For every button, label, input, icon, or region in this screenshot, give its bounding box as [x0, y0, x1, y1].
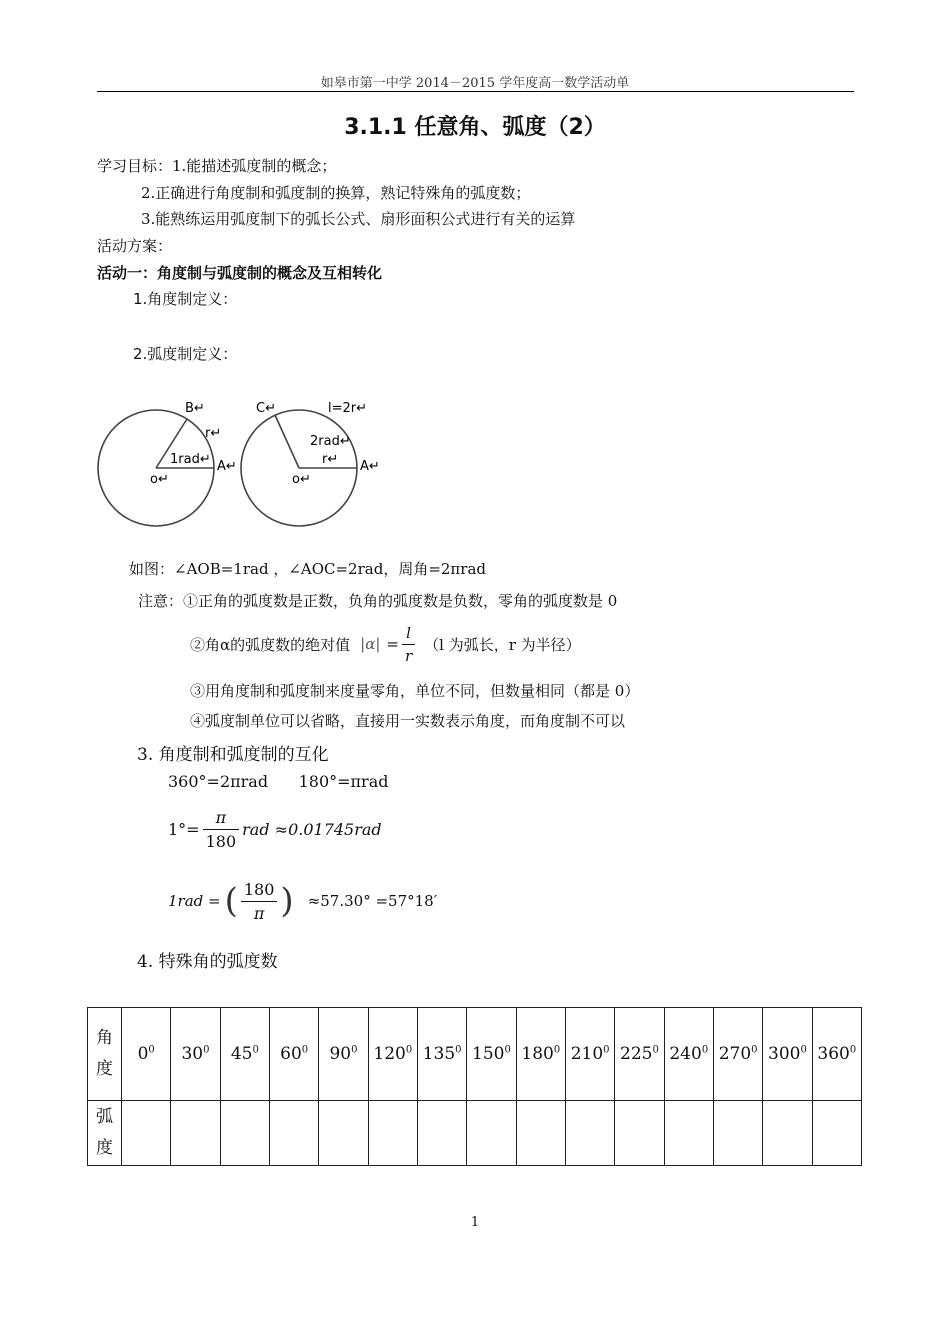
- row-header-radians: 弧度: [88, 1101, 122, 1166]
- activity1-item-1: 1.角度制定义：: [133, 290, 238, 308]
- formula-1-lhs: 1°=: [168, 819, 200, 839]
- radian-cell[interactable]: [664, 1101, 713, 1166]
- note-2-prefix: ②角α的弧度数的绝对值: [190, 635, 351, 654]
- radian-cell[interactable]: [713, 1101, 762, 1166]
- formula-2-fraction: [241, 880, 278, 923]
- degree-mark: 0: [553, 1044, 561, 1056]
- degree-mark: 0: [751, 1044, 758, 1056]
- angle-cell: [615, 1008, 664, 1101]
- angle-cell: [319, 1008, 368, 1101]
- fig2-label-C: C↵: [256, 401, 276, 416]
- degree-mark: 0: [455, 1044, 462, 1056]
- formula-2-num: 180: [241, 880, 278, 902]
- degree-mark: 0: [203, 1044, 210, 1056]
- conversion-formula-1: [168, 806, 382, 852]
- formula-2-rhs: ≈57.30° =57°18′: [307, 892, 438, 910]
- note-2-abs: |α|: [360, 635, 381, 653]
- fig1-label-r: r↵: [205, 426, 222, 441]
- degree-mark: 0: [148, 1044, 155, 1056]
- fig1-label-O: o↵: [150, 472, 169, 487]
- degree-mark: 0: [252, 1044, 259, 1056]
- angle-value: 240: [669, 1044, 702, 1064]
- note-2-eq: =: [386, 635, 399, 653]
- fig2-label-r: r↵: [322, 452, 339, 467]
- angle-cell: [122, 1008, 171, 1101]
- activity1-heading: 活动一：角度制与弧度制的概念及互相转化: [97, 264, 383, 282]
- degree-mark: 0: [301, 1044, 309, 1056]
- figure-caption: 如图：∠AOB=1rad ，∠AOC=2rad，周角=2πrad: [129, 560, 487, 578]
- degree-mark: 0: [351, 1044, 358, 1056]
- note-2-num: l: [402, 624, 415, 645]
- radian-cell[interactable]: [812, 1101, 861, 1166]
- header-rule: [97, 91, 854, 92]
- radian-cell[interactable]: [467, 1101, 516, 1166]
- formula-2-lhs: 1rad =: [168, 892, 221, 910]
- conversion-formula-2: 1rad = ( $\frac{180}{\pi}$ ) ≈57.30° =57°18′: [168, 879, 438, 923]
- degree-mark: 0: [504, 1044, 511, 1056]
- degree-mark: 0: [800, 1044, 807, 1056]
- degree-mark: 0: [701, 1044, 709, 1056]
- radian-cell[interactable]: [417, 1101, 466, 1166]
- fig1-label-A: A↵: [217, 459, 237, 474]
- angle-value: 210: [570, 1044, 604, 1064]
- angle-value: 360: [817, 1044, 850, 1064]
- degree-mark: 0: [405, 1044, 413, 1056]
- angle-cell: [664, 1008, 713, 1101]
- radian-cell[interactable]: [122, 1101, 171, 1166]
- formula-1-den: 180: [205, 831, 237, 851]
- table-row-radians: [88, 1101, 862, 1166]
- note-2: [190, 620, 581, 668]
- table-row-degrees: [88, 1008, 862, 1101]
- formula-1-fraction: [203, 808, 240, 851]
- note-1: 注意：①正角的弧度数是正数，负角的弧度数是负数，零角的弧度数是 0: [138, 592, 618, 610]
- special-angles-table: [87, 1007, 862, 1166]
- activity1-item-2: 2.弧度制定义：: [133, 345, 238, 363]
- radian-figures: [90, 395, 400, 535]
- angle-cell: [417, 1008, 466, 1101]
- radian-cell[interactable]: [319, 1101, 368, 1166]
- objective-line-2: 2.正确进行角度制和弧度制的换算，熟记特殊角的弧度数；: [141, 184, 531, 202]
- angle-value: 135: [422, 1044, 456, 1064]
- note-2-den: r: [404, 646, 413, 665]
- page-number: 1: [470, 1215, 480, 1230]
- angle-value: 45: [230, 1044, 253, 1064]
- angle-value: 150: [472, 1044, 505, 1064]
- fig2-label-A: A↵: [360, 459, 380, 474]
- radian-cell[interactable]: [269, 1101, 318, 1166]
- degree-mark: 0: [652, 1044, 659, 1056]
- radian-cell[interactable]: [368, 1101, 417, 1166]
- figure-1rad: [98, 401, 237, 526]
- radian-cell[interactable]: [615, 1101, 664, 1166]
- fig1-label-B: B↵: [185, 401, 205, 416]
- degree-mark: 0: [849, 1044, 857, 1056]
- angle-cell: [269, 1008, 318, 1101]
- conversion-line-1: 360°=2πrad 180°=πrad: [168, 772, 389, 791]
- objective-line-1: 学习目标：1.能描述弧度制的概念；: [97, 157, 337, 175]
- angle-value: 0: [137, 1044, 149, 1064]
- angle-value: 30: [181, 1044, 204, 1064]
- formula-1-num: π: [203, 808, 240, 830]
- fig1-label-rad: 1rad↵: [170, 452, 211, 467]
- angle-cell: [763, 1008, 812, 1101]
- formula-1-rhs: rad ≈0.01745rad: [242, 819, 382, 839]
- angle-value: 225: [620, 1044, 653, 1064]
- fig2-label-O: o↵: [292, 472, 311, 487]
- note-2-fraction: [402, 624, 415, 665]
- figure-2rad: [241, 401, 380, 526]
- angle-cell: [368, 1008, 417, 1101]
- degree-mark: 0: [603, 1044, 610, 1056]
- angle-value: 90: [329, 1044, 352, 1064]
- angle-cell: [171, 1008, 220, 1101]
- special-heading: 4. 特殊角的弧度数: [137, 952, 278, 972]
- angle-value: 180: [521, 1044, 554, 1064]
- conversion-heading: 3. 角度制和弧度制的互化: [137, 745, 329, 765]
- note-3: ③用角度制和弧度制来度量零角，单位不同，但数量相同（都是 0）: [190, 682, 640, 700]
- angle-value: 300: [768, 1044, 801, 1064]
- angle-cell: [565, 1008, 614, 1101]
- page-header: 如皋市第一中学 2014－2015 学年度高一数学活动单: [320, 76, 630, 91]
- radian-cell[interactable]: [565, 1101, 614, 1166]
- objective-line-3: 3.能熟练运用弧度制下的弧长公式、扇形面积公式进行有关的运算: [141, 210, 576, 228]
- note-2-suffix: （l 为弧长，r 为半径）: [424, 635, 581, 654]
- row-header-degrees: 角度: [88, 1008, 122, 1101]
- angle-cell: [812, 1008, 861, 1101]
- fig2-label-l: l=2r↵: [328, 401, 368, 416]
- angle-cell: [516, 1008, 565, 1101]
- fig2-label-rad: 2rad↵: [310, 434, 351, 449]
- angle-cell: [467, 1008, 516, 1101]
- angle-value: 270: [718, 1044, 752, 1064]
- radian-cell[interactable]: [763, 1101, 812, 1166]
- plan-label: 活动方案：: [97, 237, 173, 255]
- radian-cell[interactable]: [171, 1101, 220, 1166]
- radian-cell[interactable]: [220, 1101, 269, 1166]
- radian-cell[interactable]: [516, 1101, 565, 1166]
- angle-value: 120: [373, 1044, 406, 1064]
- note-4: ④弧度制单位可以省略，直接用一实数表示角度，而角度制不可以: [190, 712, 626, 730]
- angle-cell: [220, 1008, 269, 1101]
- formula-2-den: π: [253, 903, 265, 923]
- angle-cell: [713, 1008, 762, 1101]
- angle-value: 60: [280, 1044, 302, 1064]
- page-title: 3.1.1 任意角、弧度（2）: [344, 115, 606, 140]
